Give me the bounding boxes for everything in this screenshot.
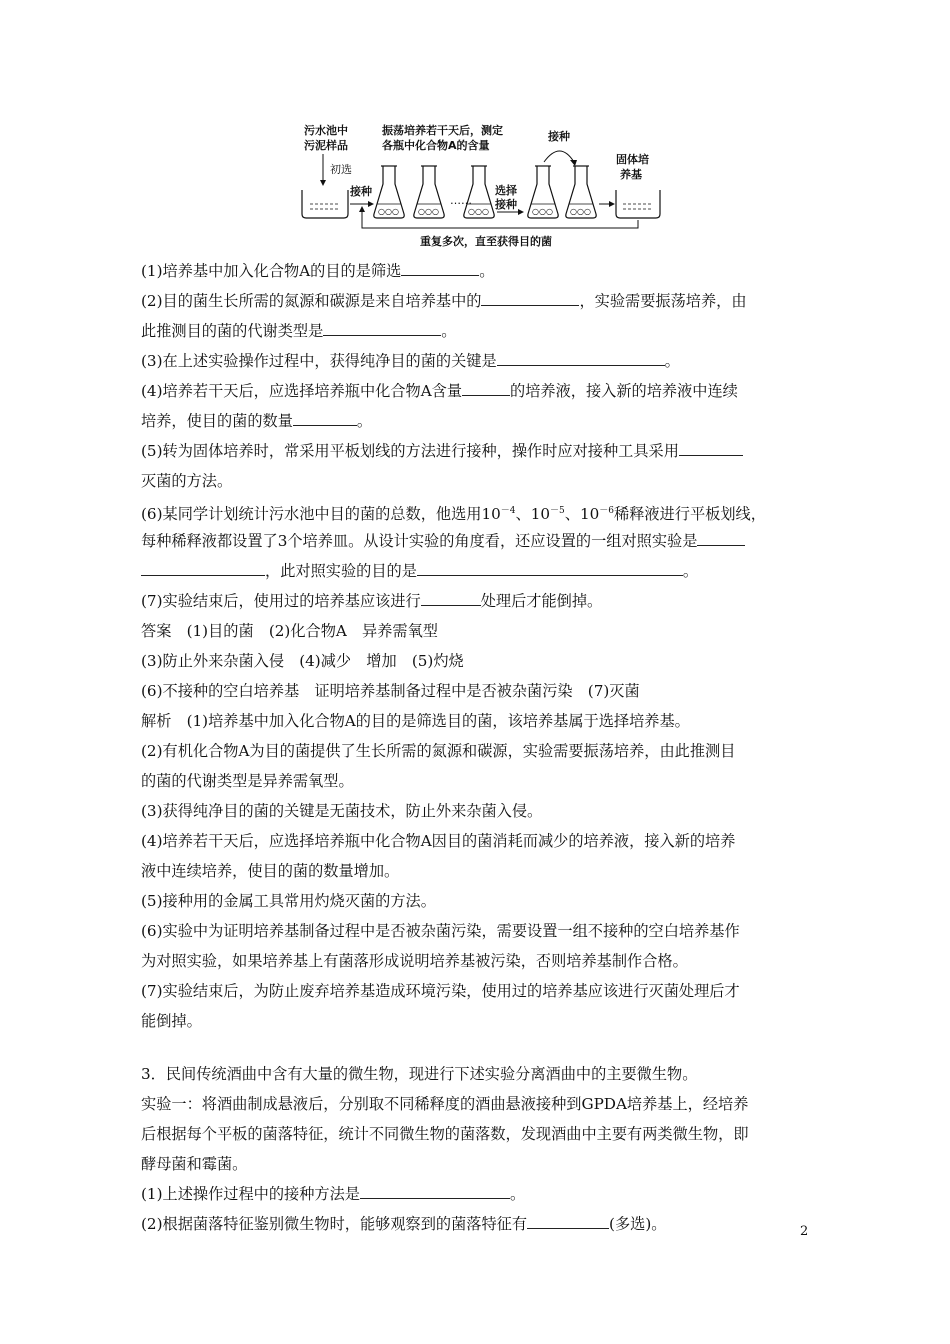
q2-text-b: ，实验需要振荡培养，由	[579, 292, 747, 310]
q3section-s2: (2)根据菌落特征鉴别微生物时，能够观察到的菌落特征有	[141, 1215, 528, 1233]
analysis-11: 能倒掉。	[141, 1012, 202, 1030]
sample-label-1: 污水池中	[304, 124, 348, 137]
q1-blank	[401, 257, 479, 276]
q2-line-2	[141, 316, 813, 346]
q4-blank-2	[293, 407, 357, 426]
arrow-select-head	[518, 209, 524, 215]
analysis-5: (4)培养若干天后，应选择培养瓶中化合物A因目的菌消耗而减少的培养液，接入新的培养	[141, 832, 736, 850]
q5-line-1	[141, 436, 813, 466]
analysis-1: (1)培养基中加入化合物A的目的是筛选目的菌，该培养基属于选择培养基。	[186, 712, 690, 730]
dots-label: ……	[450, 194, 472, 207]
analysis-line-1	[141, 706, 813, 736]
repeat-label: 重复多次，直至获得目的菌	[420, 235, 552, 248]
answer-2: (3)防止外来杂菌入侵 (4)减少 增加 (5)灼烧	[141, 652, 464, 670]
q2-end: 。	[441, 322, 457, 340]
svg-text:○○○: ○○○	[418, 207, 439, 216]
analysis-line-6	[141, 856, 813, 886]
q5-blank	[679, 437, 743, 456]
q1-end: 。	[479, 262, 495, 280]
curved-arrow	[544, 151, 574, 162]
q5-text-a: (5)转为固体培养时，常采用平板划线的方法进行接种，操作时应对接种工具采用	[141, 442, 679, 460]
initial-screen-label: 初选	[330, 163, 352, 176]
analysis-line-2	[141, 736, 813, 766]
q6-end: 。	[682, 562, 699, 580]
q6-line-1	[141, 496, 813, 526]
solid-label-1: 固体培	[616, 153, 649, 166]
analysis-label: 解析	[141, 712, 172, 730]
sample-label-2: 污泥样品	[304, 139, 348, 152]
q2-blank-2	[323, 317, 441, 336]
q3section-s1: (1)上述操作过程中的接种方法是	[141, 1185, 360, 1203]
q3section-s1-end: 。	[509, 1185, 526, 1203]
answer-3: (6)不接种的空白培养基 证明培养基制备过程中是否被杂菌污染 (7)灭菌	[141, 682, 640, 700]
q3section-title-line	[141, 1059, 813, 1089]
flask-5	[566, 166, 596, 218]
analysis-10: (7)实验结束后，为防止废弃培养基造成环境污染，使用过的培养基应该进行灭菌处理后才	[141, 982, 740, 1000]
q6-text-a1: (6)某同学计划统计污水池中目的菌的总数，他选用10	[141, 505, 501, 523]
q6-blank-2	[417, 557, 683, 576]
question-block	[141, 256, 813, 1239]
q6-text-a2: 、10	[515, 505, 551, 523]
arrow-to-solid-head	[609, 201, 615, 207]
analysis-line-8	[141, 916, 813, 946]
q3section-s2-end: (多选)。	[609, 1215, 667, 1233]
q6-blank-1a	[697, 527, 745, 546]
solid-label-2: 养基	[620, 168, 642, 181]
q6-text-a3: 、10	[564, 505, 600, 523]
flask-3	[464, 166, 494, 218]
svg-text:○○○: ○○○	[532, 207, 553, 216]
q2-blank-1	[481, 287, 579, 306]
analysis-line-7	[141, 886, 813, 916]
analysis-8: (6)实验中为证明培养基制备过程中是否被杂菌污染，需要设置一组不接种的空白培养基作	[141, 922, 740, 940]
flask-2	[414, 166, 444, 218]
q6-exp2: －5	[550, 506, 565, 516]
q6-text-c1: ，此对照实验的目的是	[265, 562, 417, 580]
q3-line	[141, 346, 813, 376]
flask-1	[374, 166, 404, 218]
analysis-7: (5)接种用的金属工具常用灼烧灭菌的方法。	[141, 892, 436, 910]
q3-end: 。	[664, 352, 680, 370]
q3section-s2-blank	[527, 1210, 609, 1229]
arrow-to-flask1-head	[368, 201, 374, 207]
q3section-exp1-line-3	[141, 1149, 813, 1179]
q3section-s1-line	[141, 1179, 813, 1209]
q7-blank	[421, 587, 481, 606]
q6-exp1: －4	[500, 506, 516, 516]
q3section-s1-blank	[360, 1180, 510, 1199]
q2-text-a: (2)目的菌生长所需的氮源和碳源是来自培养基中的	[141, 292, 482, 310]
q5-line-2	[141, 466, 813, 496]
q4-blank-1	[462, 377, 510, 396]
q4-line-2	[141, 406, 813, 436]
q3section-title: 3．民间传统酒曲中含有大量的微生物，现进行下述实验分离酒曲中的主要微生物。	[141, 1065, 698, 1083]
q2-text-c: 此推测目的菌的代谢类型是	[141, 322, 324, 340]
q3-text: (3)在上述实验操作过程中，获得纯净目的菌的关键是	[141, 352, 497, 370]
arrow-down-head	[320, 180, 326, 186]
inoculate-top-label: 接种	[548, 130, 570, 143]
q2-line-1	[141, 286, 813, 316]
q6-line-2	[141, 526, 813, 556]
flask-4	[528, 166, 558, 218]
q3section-exp1-a: 实验一：将酒曲制成悬液后，分别取不同稀释度的酒曲悬液接种到GPDA培养基上，经培养	[141, 1095, 749, 1113]
experiment-flow-diagram	[290, 118, 670, 253]
q7-line	[141, 586, 813, 616]
svg-text:○○○: ○○○	[468, 207, 489, 216]
section-gap	[141, 1036, 813, 1059]
answer-line-1	[141, 616, 813, 646]
q5-text-b: 灭菌的方法。	[141, 472, 233, 490]
answer-line-2	[141, 646, 813, 676]
shake-label-1: 振荡培养若干天后，测定	[382, 124, 503, 137]
q4-text-a: (4)培养若干天后，应选择培养瓶中化合物A含量	[141, 382, 463, 400]
q6-text-b: 每种稀释液都设置了3个培养皿。从设计实验的角度看，还应设置的一组对照实验是	[141, 532, 698, 550]
q3section-exp1-line-2	[141, 1119, 813, 1149]
svg-text:○○○: ○○○	[378, 207, 399, 216]
analysis-line-4	[141, 796, 813, 826]
analysis-4: (3)获得纯净目的菌的关键是无菌技术，防止外来杂菌入侵。	[141, 802, 543, 820]
q4-text-b: 的培养液，接入新的培养液中连续	[510, 382, 738, 400]
analysis-3: 的菌的代谢类型是异养需氧型。	[141, 772, 354, 790]
select-label-2: 接种	[495, 198, 517, 211]
q4-text-c: 培养，使目的菌的数量	[141, 412, 293, 430]
q3section-exp1-c: 酵母菌和霉菌。	[141, 1155, 248, 1173]
q6-exp3: －6	[599, 506, 615, 516]
q3section-exp1-line-1	[141, 1089, 813, 1119]
q3-blank	[497, 347, 665, 366]
answer-1: (1)目的菌 (2)化合物A 异养需氧型	[186, 622, 438, 640]
answer-line-3	[141, 676, 813, 706]
q1-line	[141, 256, 813, 286]
q4-line-1	[141, 376, 813, 406]
analysis-9: 为对照实验，如果培养基上有菌落形成说明培养基被污染，否则培养基制作合格。	[141, 952, 688, 970]
q6-blank-1b	[141, 557, 265, 576]
analysis-6: 液中连续培养，使目的菌的数量增加。	[141, 862, 400, 880]
q3section-s2-line	[141, 1209, 813, 1239]
analysis-line-11	[141, 1006, 813, 1036]
select-label-1: 选择	[495, 184, 517, 197]
repeat-loop-head	[359, 206, 365, 212]
q6-text-a4: 稀释液进行平板划线，	[614, 505, 766, 523]
q4-end: 。	[356, 412, 373, 430]
answer-label: 答案	[141, 622, 172, 640]
page-number: 2	[800, 1224, 809, 1239]
svg-text:○○○: ○○○	[570, 207, 591, 216]
analysis-line-10	[141, 976, 813, 1006]
q7-text-b: 处理后才能倒掉。	[480, 592, 603, 610]
inoculate-label-1: 接种	[350, 185, 372, 198]
q7-text-a: (7)实验结束后，使用过的培养基应该进行	[141, 592, 421, 610]
analysis-line-9	[141, 946, 813, 976]
analysis-2: (2)有机化合物A为目的菌提供了生长所需的氮源和碳源，实验需要振荡培养，由此推测目	[141, 742, 736, 760]
q1-text: (1)培养基中加入化合物A的目的是筛选	[141, 262, 402, 280]
shake-label-2: 各瓶中化合物A的含量	[382, 139, 490, 152]
flow-diagram-svg	[290, 118, 670, 253]
analysis-line-3	[141, 766, 813, 796]
curved-arrow-head	[570, 160, 577, 166]
q3section-exp1-b: 后根据每个平板的菌落特征，统计不同微生物的菌落数，发现酒曲中主要有两类微生物，即	[141, 1125, 749, 1143]
q6-line-3	[141, 556, 813, 586]
analysis-line-5	[141, 826, 813, 856]
